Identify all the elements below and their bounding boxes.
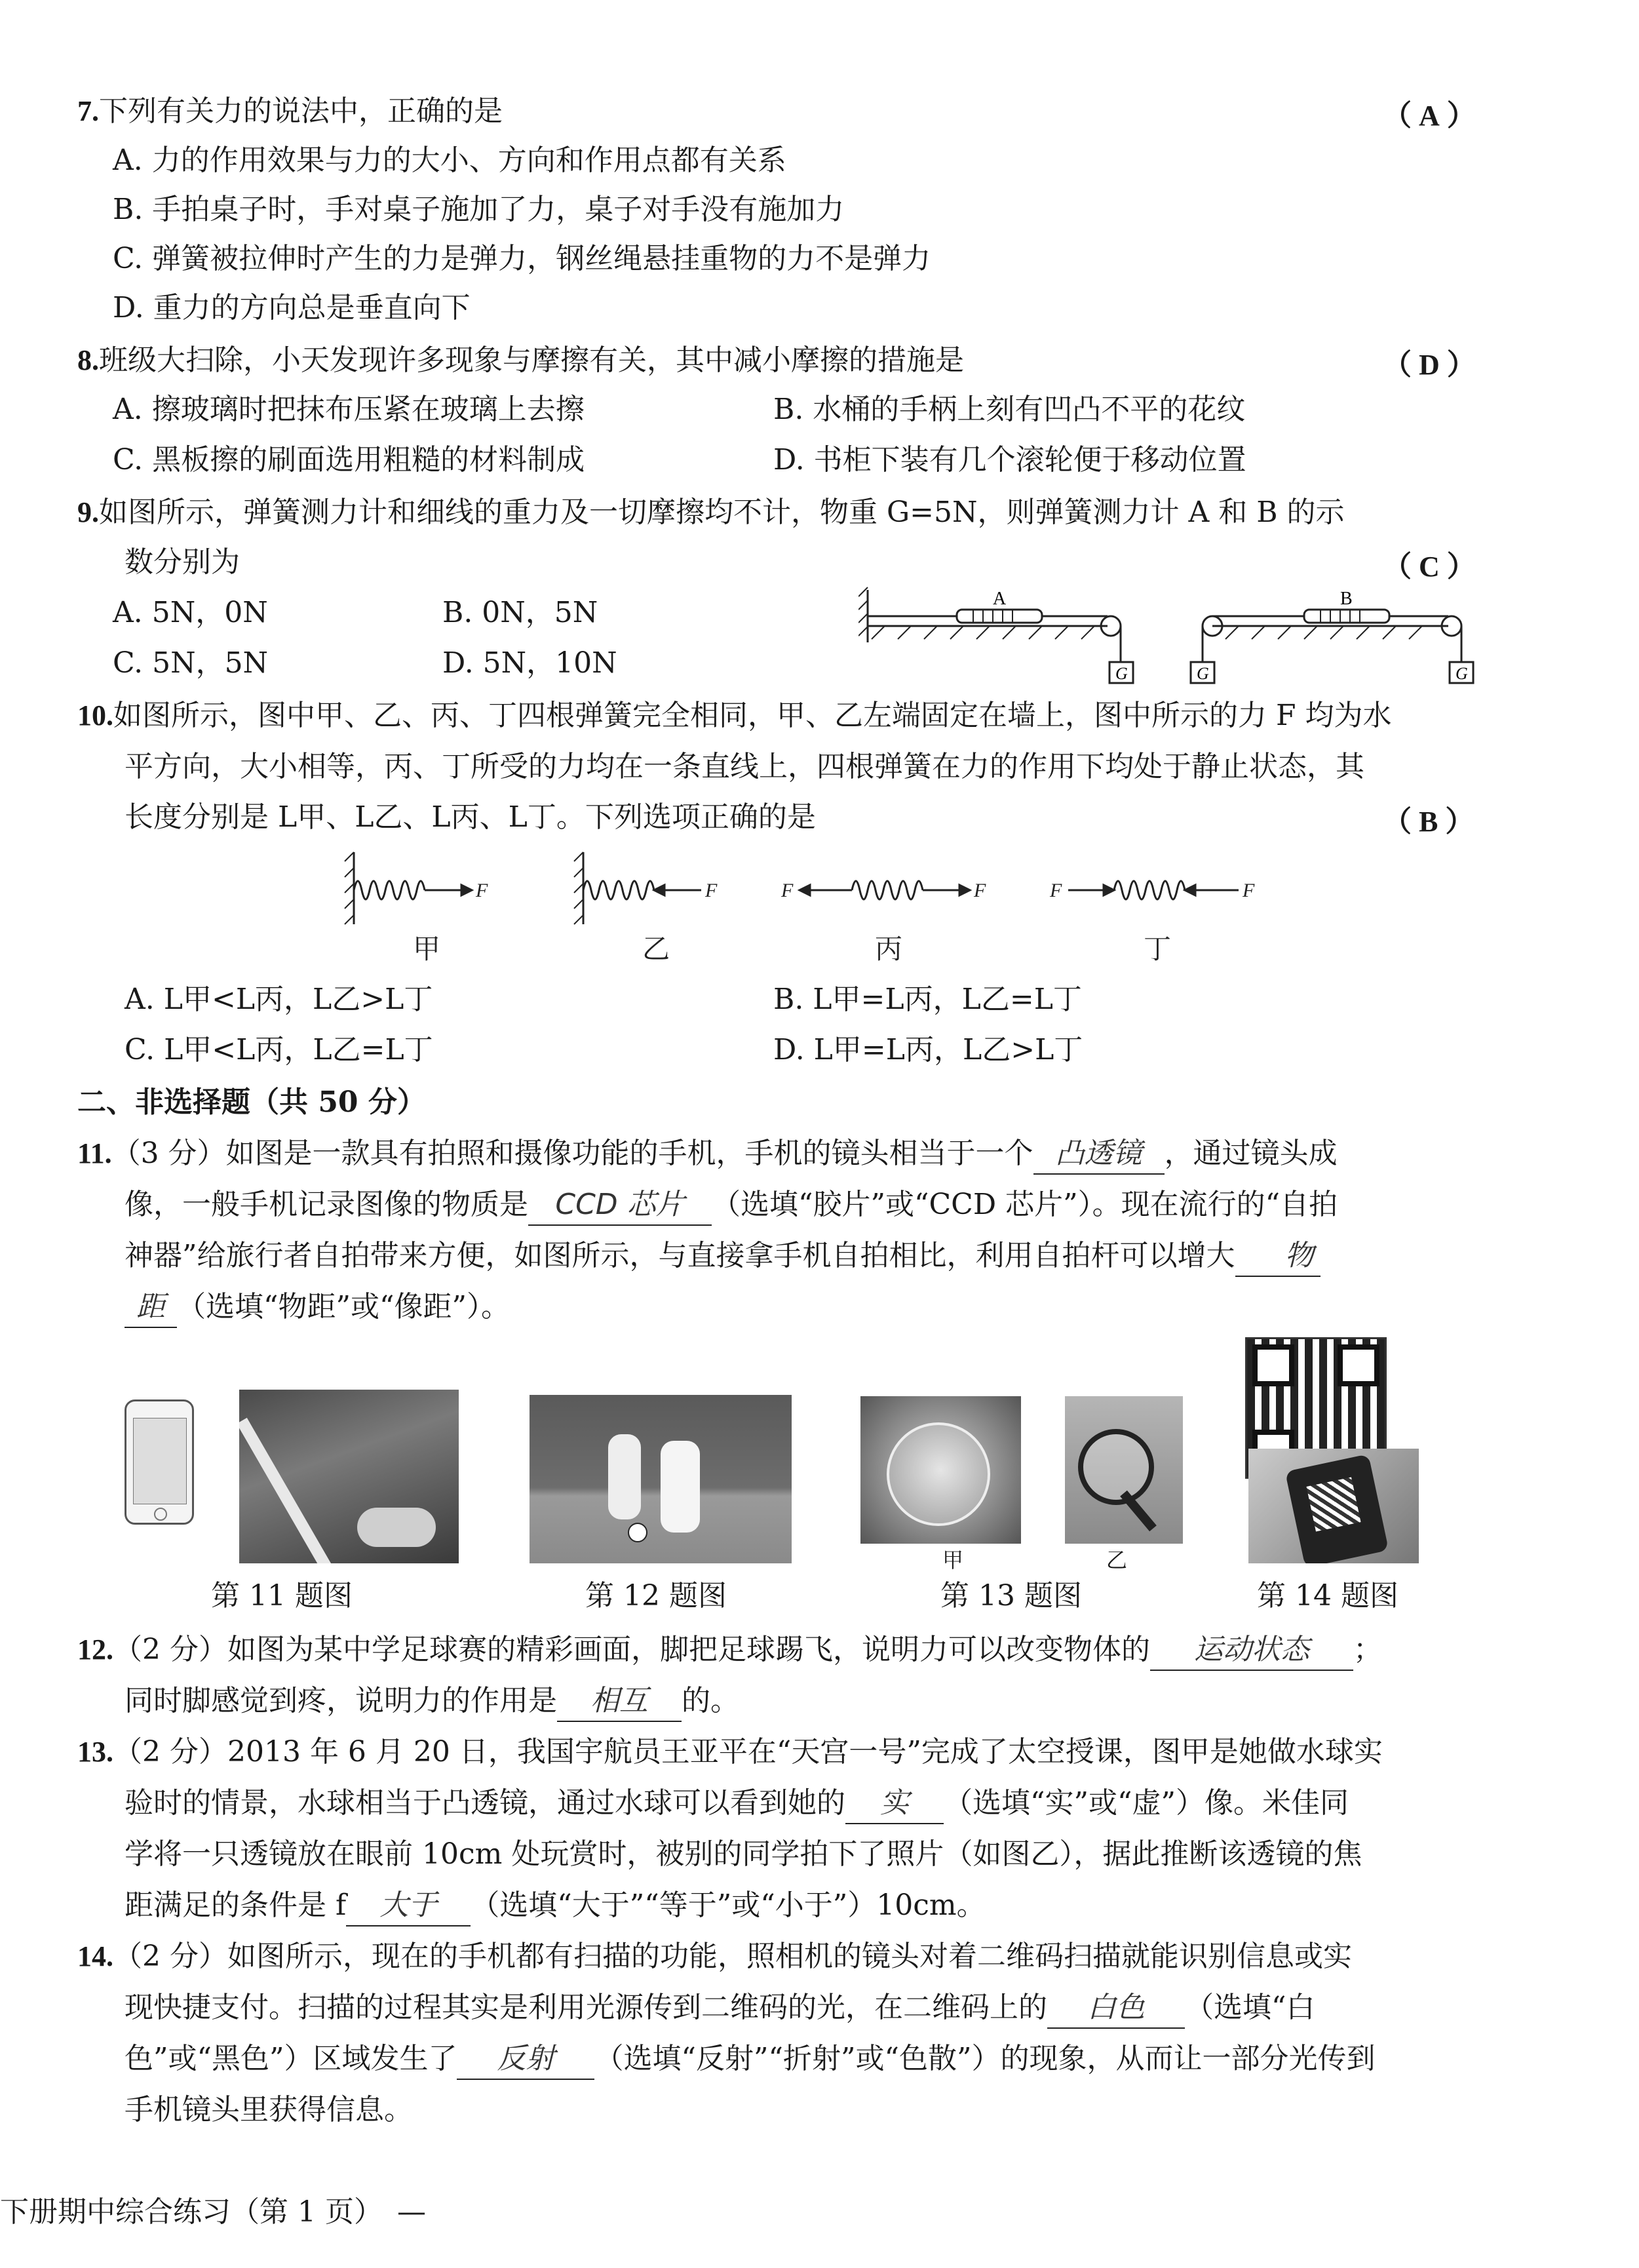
q11-blank3-part1[interactable]: 物	[1235, 1236, 1321, 1277]
q9-number: 9.	[77, 496, 99, 528]
q10-stem	[77, 696, 1392, 735]
q7-option-a: A. 力的作用效果与力的大小、方向和作用点都有关系	[113, 144, 786, 177]
q11-text1b: ，通过镜头成	[1164, 1137, 1338, 1170]
q14-line4: 手机镜头里获得信息。	[125, 2093, 413, 2126]
q8-answer-letter: D	[1419, 349, 1440, 381]
q10-option-b: B. L甲=L丙，L乙=L丁	[773, 983, 1082, 1016]
q12-line1	[77, 1630, 1382, 1671]
q14-text2: 现快捷支付。扫描的过程其实是利用光源传到二维码的光，在二维码上的	[125, 1991, 1047, 2024]
q13-line2	[125, 1784, 1349, 1824]
q10-force-jia: F	[476, 880, 488, 901]
q11-blank2[interactable]: CCD 芯片	[528, 1185, 712, 1226]
q9-stem-line2: 数分别为	[125, 545, 240, 579]
q13-text4b: （选填“大于”“等于”或“小于”）10cm。	[471, 1888, 986, 1922]
q11-selfie-stick-photo	[239, 1390, 459, 1563]
q11-text2: 像，一般手机记录图像的物质是	[125, 1188, 528, 1221]
q10-option-d: D. L甲=L丙，L乙>L丁	[773, 1033, 1083, 1066]
q13-blank2[interactable]: 大于	[346, 1886, 471, 1926]
q13-text2: 验时的情景，水球相当于凸透镜，通过水球可以看到她的	[125, 1786, 845, 1820]
q8-option-c: C. 黑板擦的刷面选用粗糙的材料制成	[113, 443, 585, 477]
q8-option-b: B. 水桶的手柄上刻有凹凸不平的花纹	[773, 393, 1246, 426]
q14-text2b: （选填“白	[1185, 1991, 1315, 2024]
q10-force-ding-right: F	[1243, 880, 1255, 901]
q8-option-d: D. 书柜下装有几个滚轮便于移动位置	[773, 443, 1246, 477]
q9-stem-line1: 如图所示，弹簧测力计和细线的重力及一切摩擦均不计，物重 G=5N，则弹簧测力计 A 和 B 的示	[99, 496, 1345, 529]
q11-text3: 神器”给旅行者自拍带来方便，如图所示，与直接拿手机自拍相比，利用自拍杆可以增大	[125, 1239, 1235, 1272]
q9-figure	[858, 577, 1481, 695]
q11-number: 11.	[77, 1137, 112, 1169]
q13-number: 13.	[77, 1736, 113, 1768]
page-footer: 下册期中综合练习（第 1 页） —	[0, 2195, 426, 2229]
q7-stem	[77, 92, 503, 131]
q11-blank1[interactable]: 凸透镜	[1033, 1134, 1165, 1175]
q13-magnifier-photo	[1065, 1396, 1183, 1544]
q7-answer-letter: A	[1419, 100, 1440, 132]
q10-stem-line1: 如图所示，图中甲、乙、丙、丁四根弹簧完全相同，甲、乙左端固定在墙上，图中所示的力 F 均为水	[113, 699, 1392, 732]
caption-fig11: 第 11 题图	[211, 1579, 353, 1613]
q10-force-bing-left: F	[781, 880, 794, 901]
q10-stem-line3: 长度分别是 L甲、L乙、L丙、L丁。下列选项正确的是	[125, 800, 816, 834]
q12-number: 12.	[77, 1633, 113, 1666]
q10-label-jia: 甲	[413, 933, 441, 965]
q13-label-jia: 甲	[942, 1548, 964, 1573]
q10-figure	[341, 846, 1284, 970]
q13-blank1[interactable]: 实	[845, 1784, 944, 1824]
q9-option-b: B. 0N，5N	[442, 596, 598, 629]
q13-label-yi: 乙	[1106, 1548, 1128, 1573]
q11-text1: （3 分）如图是一款具有拍照和摄像功能的手机，手机的镜头相当于一个	[111, 1137, 1033, 1170]
section-heading: 二、非选择题（共 50 分）	[77, 1085, 426, 1119]
q10-option-c: C. L甲<L丙，L乙=L丁	[125, 1033, 433, 1066]
q12-line2	[125, 1681, 739, 1722]
q7-option-c: C. 弹簧被拉伸时产生的力是弹力，钢丝绳悬挂重物的力不是弹力	[113, 242, 931, 275]
q12-blank2[interactable]: 相互	[557, 1681, 682, 1722]
q10-force-ding-left: F	[1050, 880, 1062, 901]
q9-answer: （ C ）	[1383, 551, 1476, 583]
q8-number: 8.	[77, 344, 99, 376]
q12-blank1[interactable]: 运动状态	[1150, 1630, 1353, 1671]
q13-water-ball-photo	[860, 1396, 1021, 1544]
q13-line4	[125, 1886, 986, 1926]
q12-text2: 同时脚感觉到疼，说明力的作用是	[125, 1684, 557, 1717]
q14-text1: （2 分）如图所示，现在的手机都有扫描的功能，照相机的镜头对着二维码扫描就能识别信息或实	[113, 1940, 1352, 1973]
q14-blank2[interactable]: 反射	[457, 2039, 594, 2080]
q14-line3	[125, 2039, 1375, 2080]
q14-blank1[interactable]: 白色	[1047, 1988, 1185, 2029]
q11-line1	[77, 1134, 1338, 1175]
q9-option-c: C. 5N，5N	[113, 646, 269, 680]
q10-answer: （ B ）	[1383, 806, 1475, 838]
q12-football-photo	[530, 1395, 792, 1563]
q9-label-g1: G	[1115, 664, 1128, 683]
q9-option-d: D. 5N，10N	[442, 646, 617, 680]
q7-option-b: B. 手拍桌子时，手对桌子施加了力，桌子对手没有施加力	[113, 193, 845, 226]
q13-line1	[77, 1732, 1383, 1772]
q9-option-a: A. 5N，0N	[113, 596, 268, 629]
q10-force-yi: F	[705, 880, 718, 901]
q11-line4	[125, 1287, 510, 1328]
q13-text4: 距满足的条件是 f	[125, 1888, 347, 1922]
q11-line3	[125, 1236, 1321, 1277]
q11-text4: （选填“物距”或“像距”）。	[177, 1290, 510, 1323]
q7-answer: （ A ）	[1383, 100, 1476, 132]
q10-option-a: A. L甲<L丙，L乙>L丁	[125, 983, 433, 1016]
q13-text2b: （选填“实”或“虚”）像。米佳同	[944, 1786, 1349, 1820]
caption-fig13: 第 13 题图	[940, 1579, 1082, 1613]
q11-blank3-part2[interactable]: 距	[125, 1287, 177, 1328]
q14-phone-scanning-photo	[1248, 1449, 1419, 1563]
q9-label-g2: G	[1197, 664, 1209, 683]
q14-text3b: （选填“反射”“折射”或“色散”）的现象，从而让一部分光传到	[594, 2042, 1376, 2075]
q10-stem-line2: 平方向，大小相等，丙、丁所受的力均在一条直线上，四根弹簧在力的作用下均处于静止状态，其	[125, 750, 1364, 783]
q11-phone-image	[125, 1399, 194, 1525]
q9-label-b: B	[1340, 589, 1353, 609]
q14-line1	[77, 1937, 1352, 1976]
q10-label-yi: 乙	[642, 933, 670, 965]
q10-number: 10.	[77, 699, 113, 732]
caption-fig12: 第 12 题图	[585, 1579, 727, 1613]
q10-label-ding: 丁	[1144, 933, 1172, 965]
q8-stem	[77, 341, 964, 380]
q12-text1b: ；	[1353, 1633, 1382, 1666]
q9-answer-letter: C	[1419, 551, 1440, 583]
q12-text1: （2 分）如图为某中学足球赛的精彩画面，脚把足球踢飞，说明力可以改变物体的	[113, 1633, 1150, 1666]
q10-answer-letter: B	[1419, 806, 1438, 838]
q11-text2b: （选填“胶片”或“CCD 芯片”）。现在流行的“自拍	[712, 1188, 1338, 1221]
q8-answer: （ D ）	[1383, 349, 1476, 381]
q9-stem	[77, 493, 1345, 532]
q12-text2b: 的。	[682, 1684, 739, 1717]
q14-number: 14.	[77, 1940, 113, 1972]
q9-label-g3: G	[1456, 664, 1468, 683]
q8-option-a: A. 擦玻璃时把抹布压紧在玻璃上去擦	[113, 393, 585, 426]
q11-line2	[125, 1185, 1338, 1226]
caption-fig14: 第 14 题图	[1257, 1579, 1398, 1613]
q9-label-a: A	[993, 589, 1007, 609]
q10-force-bing-right: F	[974, 880, 986, 901]
q13-text1: （2 分）2013 年 6 月 20 日，我国宇航员王亚平在“天宫一号”完成了太空授课，图甲是她做水球实	[113, 1735, 1383, 1769]
q10-label-bing: 丙	[875, 933, 903, 965]
q13-line3: 学将一只透镜放在眼前 10cm 处玩赏时，被别的同学拍下了照片（如图乙），据此推断该透镜的焦	[125, 1837, 1362, 1871]
q14-text3: 色”或“黑色”）区域发生了	[125, 2042, 457, 2075]
q14-line2	[125, 1988, 1315, 2029]
q8-stem-text: 班级大扫除，小天发现许多现象与摩擦有关，其中减小摩擦的措施是	[99, 343, 964, 377]
q7-number: 7.	[77, 95, 99, 127]
q7-stem-text: 下列有关力的说法中，正确的是	[99, 94, 503, 128]
q7-option-d: D. 重力的方向总是垂直向下	[113, 291, 471, 324]
